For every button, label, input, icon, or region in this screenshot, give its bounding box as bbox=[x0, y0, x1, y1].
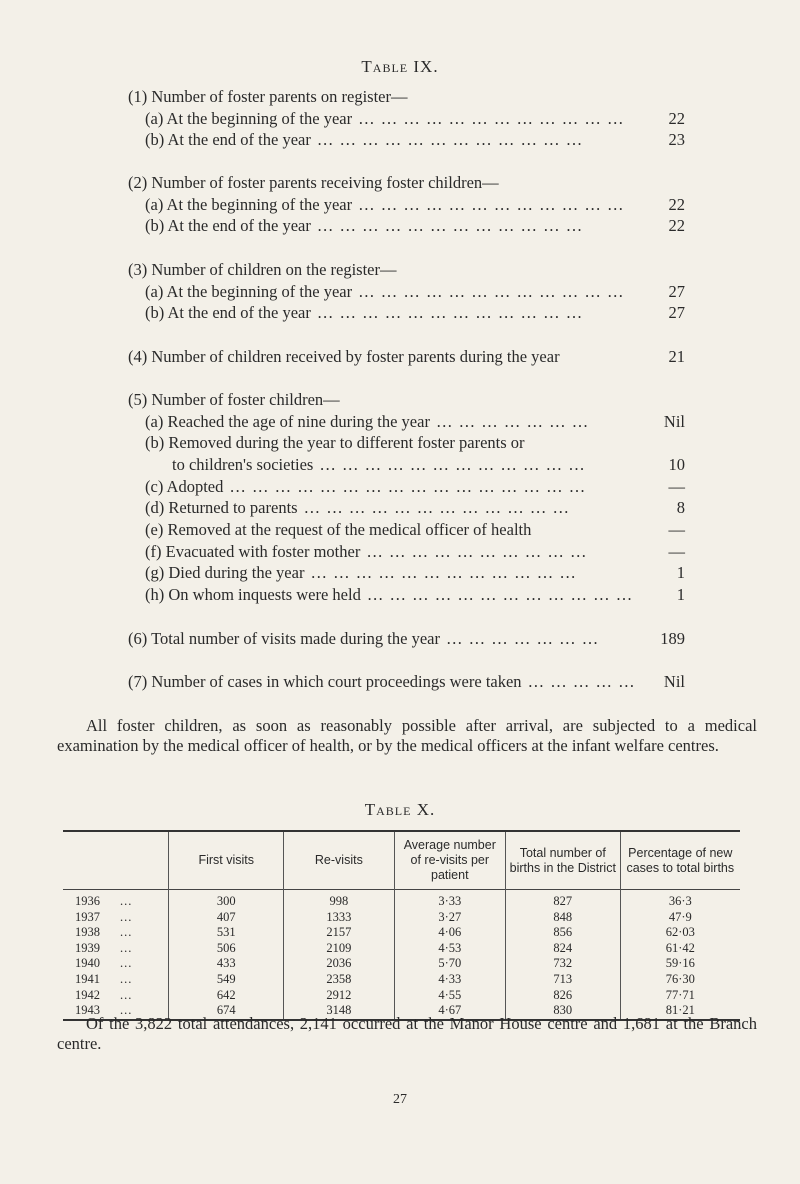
item-value: 27 bbox=[668, 303, 685, 322]
table-cell: 81·21 bbox=[620, 1003, 740, 1020]
table-row: 1942 ... 642 2912 4·55 826 77·71 bbox=[63, 988, 740, 1004]
column-header: Average number of re-visits per patient bbox=[394, 831, 505, 890]
item-label: (g) Died during the year bbox=[145, 563, 305, 582]
list-item bbox=[128, 347, 685, 367]
year-cell: 1937 bbox=[75, 909, 100, 924]
table-cell: 549 bbox=[169, 972, 284, 988]
list-item: (a) At the beginning of the year … … … … … … … … … … … … 22 bbox=[145, 109, 685, 128]
table-row: 1940 ... 433 2036 5·70 732 59·16 bbox=[63, 956, 740, 972]
item-label: (b) Removed during the year to different foster parents or bbox=[145, 433, 525, 452]
table-cell: 61·42 bbox=[620, 941, 740, 957]
item-value: Nil bbox=[663, 672, 685, 691]
item-value: 23 bbox=[668, 130, 685, 149]
item-label: (h) On whom inquests were held bbox=[145, 585, 361, 604]
table-cell: 848 bbox=[505, 910, 620, 926]
item-label: (6) Total number of visits made during the year bbox=[128, 629, 440, 648]
item-label: (f) Evacuated with foster mother bbox=[145, 542, 361, 561]
list-item: (b) At the end of the year … … … … … … … … … … … … 27 bbox=[145, 303, 685, 322]
list-item: (d) Returned to parents … … … … … … … … … … … … 8 bbox=[145, 498, 685, 517]
year-cell: 1941 bbox=[75, 971, 100, 986]
table-header-row bbox=[63, 831, 740, 890]
item-value: 22 bbox=[668, 195, 685, 214]
list-item: (a) At the beginning of the year … … … … … … … … … … … … 22 bbox=[145, 195, 685, 214]
table9-note: All foster children, as soon as reasonably possible after arrival, are subjected to a medical examination by the medical officer of health, or by the medical officers at the infant welfare centres. bbox=[57, 716, 757, 755]
list-item: (a) At the beginning of the year … … … … … … … … … … … … 27 bbox=[145, 282, 685, 301]
item-value: 1 bbox=[676, 585, 685, 604]
year-cell: 1938 bbox=[75, 925, 100, 940]
table-cell: 506 bbox=[169, 941, 284, 957]
item-value: 21 bbox=[668, 347, 685, 366]
table-cell: 36·3 bbox=[620, 890, 740, 910]
list-item bbox=[128, 173, 499, 193]
item-value: 189 bbox=[660, 629, 685, 648]
table-cell: 3·27 bbox=[394, 910, 505, 926]
list-item bbox=[145, 520, 685, 540]
table-cell: 2109 bbox=[284, 941, 394, 957]
table-cell: 3·33 bbox=[394, 890, 505, 910]
table-cell: 4·55 bbox=[394, 988, 505, 1004]
column-header: First visits bbox=[169, 831, 284, 890]
list-item bbox=[128, 87, 408, 107]
item-label: (a) Reached the age of nine during the year bbox=[145, 412, 430, 431]
item-value: 8 bbox=[676, 498, 685, 517]
item-label: (3) Number of children on the register— bbox=[128, 260, 397, 279]
item-value: — bbox=[668, 542, 685, 561]
table-cell: 4·67 bbox=[394, 1003, 505, 1020]
item-value: 10 bbox=[668, 455, 685, 474]
table-cell: 2036 bbox=[284, 956, 394, 972]
year-cell: 1943 bbox=[75, 1003, 100, 1018]
year-cell: 1942 bbox=[75, 987, 100, 1002]
table-row: 1938 ... 531 2157 4·06 856 62·03 bbox=[63, 925, 740, 941]
page-number: 27 bbox=[393, 1092, 407, 1107]
table-cell: 47·9 bbox=[620, 910, 740, 926]
table-cell: 5·70 bbox=[394, 956, 505, 972]
table-cell: 2912 bbox=[284, 988, 394, 1004]
column-header bbox=[63, 831, 169, 890]
list-item: (b) At the end of the year … … … … … … … … … … … … 23 bbox=[145, 130, 685, 149]
list-item: (c) Adopted … … … … … … … … … … … … … … … … — bbox=[145, 477, 685, 496]
table-cell: 642 bbox=[169, 988, 284, 1004]
table-cell: 300 bbox=[169, 890, 284, 910]
item-label: (b) At the end of the year bbox=[145, 303, 311, 322]
table-cell: 4·06 bbox=[394, 925, 505, 941]
item-label: (4) Number of children received by foster parents during the year bbox=[128, 347, 560, 366]
table-row: 1941 ... 549 2358 4·33 713 76·30 bbox=[63, 972, 740, 988]
item-value: — bbox=[668, 520, 685, 539]
table-cell: 76·30 bbox=[620, 972, 740, 988]
table9-title: Table IX. bbox=[361, 57, 439, 76]
table-cell: 674 bbox=[169, 1003, 284, 1020]
item-label: (a) At the beginning of the year bbox=[145, 195, 353, 214]
list-item: (7) Number of cases in which court proceedings were taken … … … … … Nil bbox=[128, 672, 685, 691]
table-cell: 4·33 bbox=[394, 972, 505, 988]
year-cell: 1936 bbox=[75, 894, 100, 908]
item-value: 22 bbox=[668, 216, 685, 235]
item-value: 22 bbox=[668, 109, 685, 128]
column-header: Total number of births in the District bbox=[505, 831, 620, 890]
table10-title: Table X. bbox=[364, 800, 436, 819]
item-label: (7) Number of cases in which court proceedings were taken bbox=[128, 672, 522, 691]
table-row: 1936 ... 300 998 3·33 827 36·3 bbox=[63, 890, 740, 910]
item-label: (a) At the beginning of the year bbox=[145, 109, 353, 128]
column-header: Percentage of new cases to total births bbox=[620, 831, 740, 890]
table-cell: 827 bbox=[505, 890, 620, 910]
table-row: 1937 ... 407 1333 3·27 848 47·9 bbox=[63, 910, 740, 926]
list-item bbox=[128, 390, 340, 410]
list-item bbox=[145, 433, 525, 453]
table-cell: 824 bbox=[505, 941, 620, 957]
item-label: (d) Returned to parents bbox=[145, 498, 298, 517]
item-value: Nil bbox=[663, 412, 685, 431]
table-cell: 433 bbox=[169, 956, 284, 972]
table-cell: 830 bbox=[505, 1003, 620, 1020]
table-row: 1943 ... 674 3148 4·67 830 81·21 bbox=[63, 1003, 740, 1020]
table-cell: 531 bbox=[169, 925, 284, 941]
item-label: to children's societies bbox=[172, 455, 314, 474]
table-cell: 732 bbox=[505, 956, 620, 972]
year-cell: 1939 bbox=[75, 940, 100, 955]
list-item: to children's societies … … … … … … … … … … … … 10 bbox=[172, 455, 685, 474]
item-label: (2) Number of foster parents receiving foster children— bbox=[128, 173, 499, 192]
list-item: (h) On whom inquests were held … … … … … … … … … … … … 1 bbox=[145, 585, 685, 604]
table-cell: 2157 bbox=[284, 925, 394, 941]
list-item: (b) At the end of the year … … … … … … … … … … … … 22 bbox=[145, 216, 685, 235]
table-cell: 62·03 bbox=[620, 925, 740, 941]
data-table bbox=[63, 830, 740, 1021]
year-cell: 1940 bbox=[75, 956, 100, 971]
item-label: (e) Removed at the request of the medical officer of health bbox=[145, 520, 532, 539]
table-cell: 3148 bbox=[284, 1003, 394, 1020]
table-row: 1939 ... 506 2109 4·53 824 61·42 bbox=[63, 941, 740, 957]
list-item bbox=[128, 260, 397, 280]
list-item: (6) Total number of visits made during the year … … … … … … … 189 bbox=[128, 629, 685, 648]
list-item: (f) Evacuated with foster mother … … … … … … … … … … — bbox=[145, 542, 685, 561]
table-cell: 713 bbox=[505, 972, 620, 988]
list-item: (g) Died during the year … … … … … … … … … … … … 1 bbox=[145, 563, 685, 582]
table-cell: 77·71 bbox=[620, 988, 740, 1004]
table-cell: 407 bbox=[169, 910, 284, 926]
item-value: 27 bbox=[668, 282, 685, 301]
item-value: — bbox=[668, 477, 685, 496]
item-value: 1 bbox=[676, 563, 685, 582]
table-cell: 59·16 bbox=[620, 956, 740, 972]
table-cell: 998 bbox=[284, 890, 394, 910]
table-cell: 1333 bbox=[284, 910, 394, 926]
column-header: Re-visits bbox=[284, 831, 394, 890]
table10-note: Of the 3,822 total attendances, 2,141 occurred at the Manor House centre and 1,681 at the Branch centre. bbox=[57, 1014, 757, 1053]
list-item: (a) Reached the age of nine during the year … … … … … … … Nil bbox=[145, 412, 685, 431]
item-label: (a) At the beginning of the year bbox=[145, 282, 353, 301]
item-label: (1) Number of foster parents on register— bbox=[128, 87, 408, 106]
item-label: (b) At the end of the year bbox=[145, 130, 311, 149]
item-label: (c) Adopted bbox=[145, 477, 224, 496]
table-cell: 2358 bbox=[284, 972, 394, 988]
table-cell: 826 bbox=[505, 988, 620, 1004]
item-label: (b) At the end of the year bbox=[145, 216, 311, 235]
table-cell: 856 bbox=[505, 925, 620, 941]
table-cell: 4·53 bbox=[394, 941, 505, 957]
item-label: (5) Number of foster children— bbox=[128, 390, 340, 409]
